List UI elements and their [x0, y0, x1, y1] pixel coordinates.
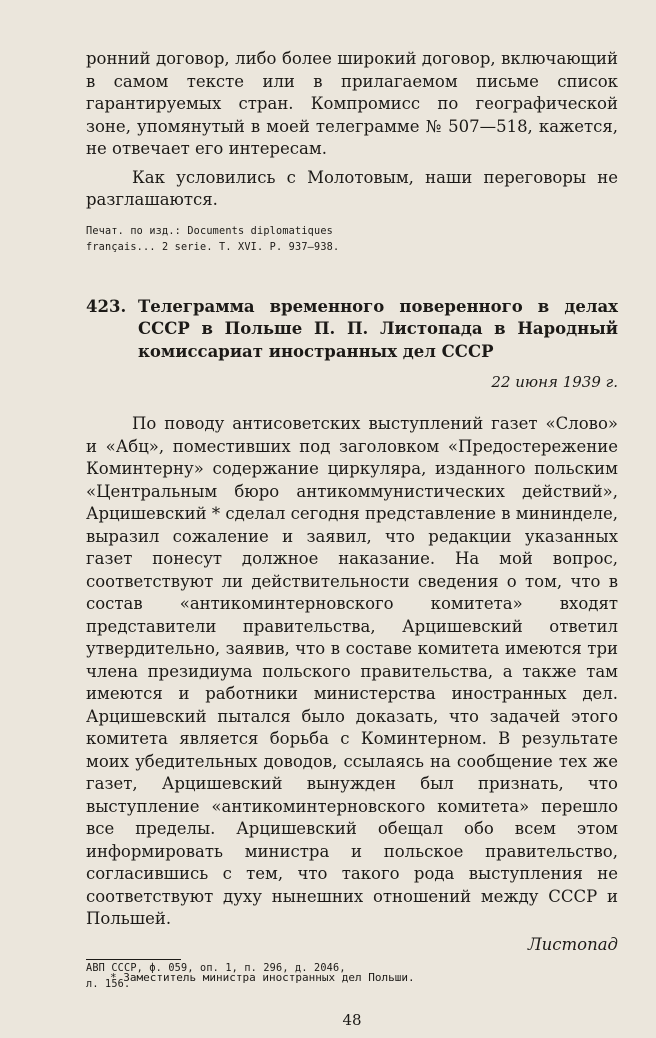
- telegram-body: По поводу антисоветских выступлений газет «Слово» и «Абц», поместивших под заголовком «Предостережение Коминтерну» содержание циркуляра, изданного польским «Центральным бюро антикоммунистических действий», Арцишевский * сделал сегодня представление в мининделе, выразил сожаление и заявил, что редакции указанных газет понесут должное наказание. На мой вопрос, соответствуют ли действительности сведения о том, что в состав «антикоминтерновского комитета» входят представители правительства, Арцишевский ответил утвердительно, заявив, что в составе комитета имеются три члена президиума польского правительства, а также там имеются и работники министерства иностранных дел. Арцишевский пытался было доказать, что задачей этого комитета является борьба с Коминтерном. В результате моих убедительных доводов, ссылаясь на сообщение тех же газет, Арцишевский вынужден был признать, что выступление «антикоминтерновского комитета» перешло все пределы. Арцишевский обещал обо всем этом информировать министра и польское правительство, согласившись с тем, что такого рода выступления не соответствуют духу нынешних отношений между СССР и Польшей.: [86, 414, 618, 928]
- molotov-paragraph: Как условились с Молотовым, наши переговоры не разглашаются.: [86, 167, 618, 209]
- page-number: 48: [342, 1011, 362, 1029]
- source-citation: Печат. по изд.: Documents diplomatiques français... 2 serie. T. XVI. P. 937—938.: [86, 225, 340, 253]
- document-number: 423.: [86, 296, 127, 316]
- signature: Листопад: [527, 934, 618, 954]
- archive-reference: АВП СССР, ф. 059, оп. 1, п. 296, д. 2046, л. 156.: [86, 962, 346, 990]
- footnote-separator: [86, 959, 181, 960]
- book-page: [86, 48, 618, 1028]
- footnote: * Заместитель министра иностранных дел Польши.: [110, 971, 415, 984]
- continued-paragraph: ронний договор, либо более широкий договор, включающий в самом тексте или в прилагаемом письме список гарантируемых стран. Компромисс по географической зоне, упомянутый в моей телеграмме № 507—518, кажется, не отвечает его интересам.: [86, 49, 618, 158]
- document-title: Телеграмма временного поверенного в делах СССР в Польше П. П. Листопада в Народный комиссариат иностранных дел СССР: [138, 296, 618, 361]
- document-date: 22 июня 1939 г.: [491, 373, 618, 391]
- document-heading: [86, 296, 618, 364]
